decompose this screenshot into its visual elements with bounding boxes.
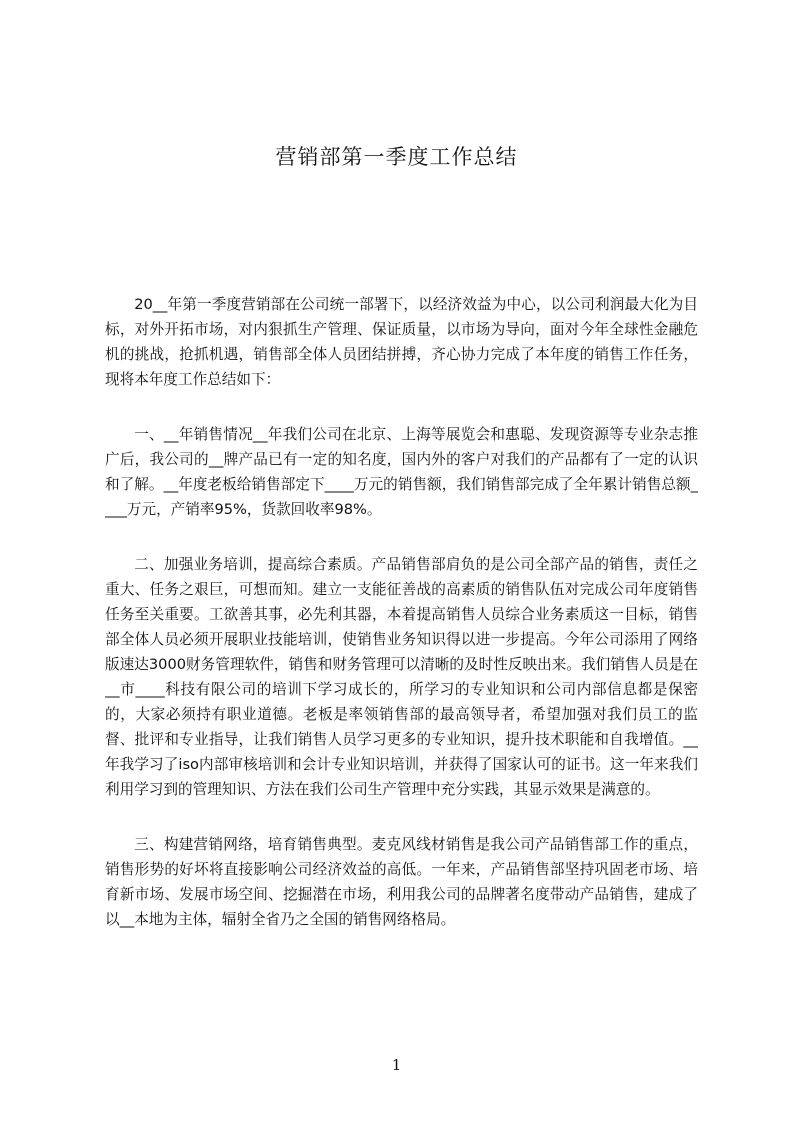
paragraph-marketing-network: 三、构建营销网络，培育销售典型。麦克风线材销售是我公司产品销售部工作的重点，销售形势的好坏将直接影响公司经济效益的高低。一年来，产品销售部坚持巩固老市场、培育新市场、发展市场空间、挖掘潜在市场，利用我公司的品牌著名度带动产品销售，建成了以__本地为主体，辐射全省乃之全国的销售网络格局。 (105, 836, 698, 928)
document-body (105, 292, 698, 962)
paragraph-intro: 20__年第一季度营销部在公司统一部署下，以经济效益为中心，以公司利润最大化为目标，对外开拓市场，对内狠抓生产管理、保证质量，以市场为导向，面对今年全球性金融危机的挑战，抢抓机遇，销售部全体人员团结拼搏，齐心协力完成了本年度的销售工作任务，现将本年度工作总结如下： (105, 296, 698, 388)
page-number: 1 (391, 1056, 402, 1074)
document-title: 营销部第一季度工作总结 (275, 145, 518, 169)
paragraph-training: 二、加强业务培训，提高综合素质。产品销售部肩负的是公司全部产品的销售，责任之重大、任务之艰巨，可想而知。建立一支能征善战的高素质的销售队伍对完成公司年度销售任务至关重要。工欲善其事，必先利其器，本着提高销售人员综合业务素质这一目标，销售部全体人员必须开展职业技能培训，使销售业务知识得以进一步提高。今年公司添用了网络版速达3000财务管理软件，销售和财务管理可以清晰的及时性反映出来。我们销售人员是在__市____科技有限公司的培训下学习成长的，所学习的专业知识和公司内部信息都是保密的，大家必须持有职业道德。老板是率领销售部的最高领导者，希望加强对我们员工的监督、批评和专业指导，让我们销售人员学习更多的专业知识，提升技术职能和自我增值。__年我学习了iso内部审核培训和会计专业知识培训，并获得了国家认可的证书。这一年来我们利用学习到的管理知识、方法在我们公司生产管理中充分实践，其显示效果是满意的。 (105, 556, 698, 798)
paragraph-sales-situation: 一、__年销售情况__年我们公司在北京、上海等展览会和惠聪、发现资源等专业杂志推广后，我公司的__牌产品已有一定的知名度，国内外的客户对我们的产品都有了一定的认识和了解。__年度老板给销售部定下____万元的销售额，我们销售部完成了全年累计销售总额____万元，产销率95%，货款回收率98%。 (105, 426, 698, 518)
